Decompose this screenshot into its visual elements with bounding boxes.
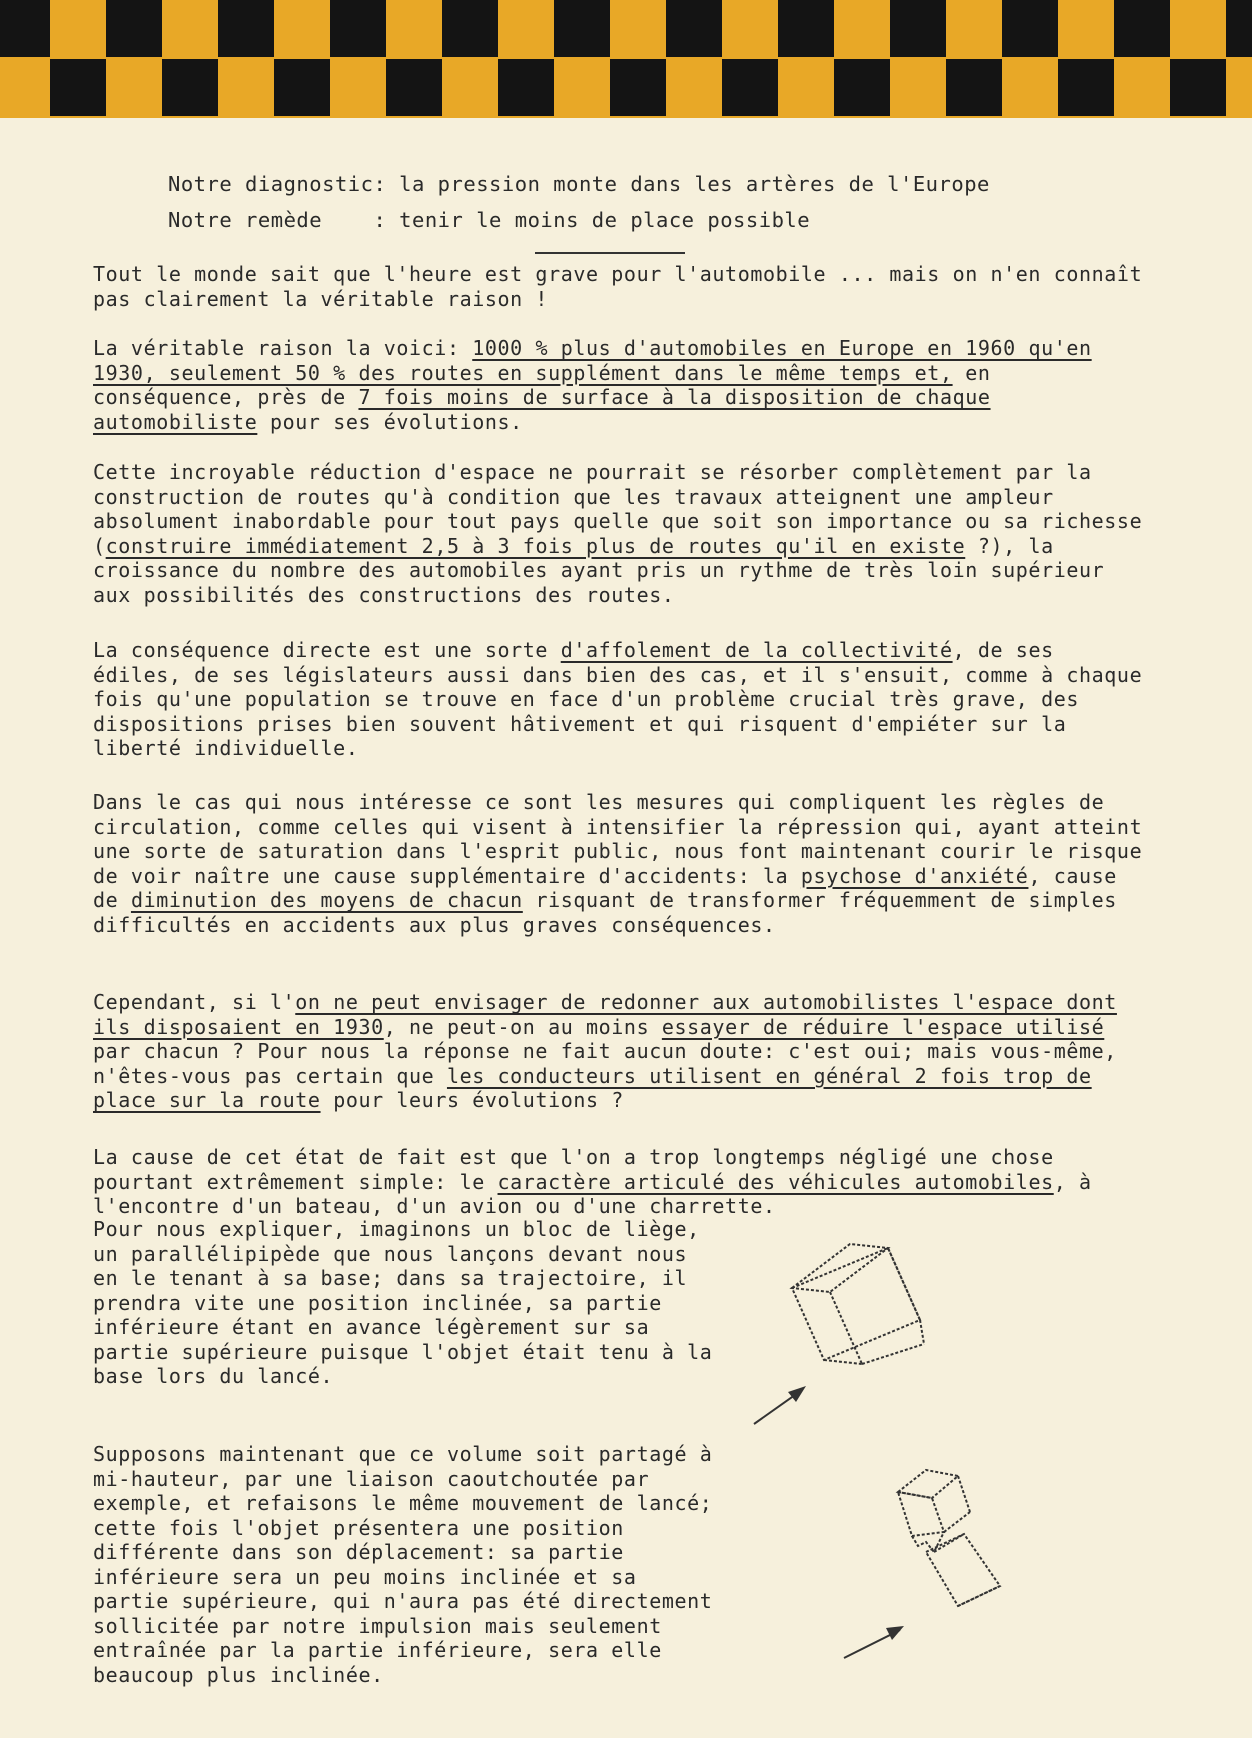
paragraph-3 bbox=[93, 460, 1143, 607]
header-remedy: Notre remède : tenir le moins de place possible bbox=[168, 208, 811, 232]
underlined-text: d'affolement de la collectivité bbox=[560, 638, 953, 662]
text-run: La véritable raison la voici: bbox=[93, 336, 473, 360]
header-diagnostic: Notre diagnostic: la pression monte dans les artères de l'Europe bbox=[168, 172, 990, 196]
underlined-text: on ne peut envisager de redonner aux automobilistes l'espace dont ils disposaient en 1930 bbox=[93, 990, 1117, 1039]
text-run: ?), la croissance du nombre des automobiles ayant pris un rythme de très loin supérieur aux possibilités des constructions des routes. bbox=[93, 533, 1105, 607]
underlined-text: essayer de réduire l'espace utilisé bbox=[661, 1014, 1105, 1039]
header-divider bbox=[535, 252, 685, 254]
text-run: risquant de transformer fréquemment de simples difficultés en accidents aux plus graves conséquences. bbox=[93, 888, 1117, 937]
underlined-text: caractère articulé des véhicules automobiles bbox=[497, 1169, 1054, 1194]
text-run: Tout le monde sait que l'heure est grave pour l'automobile ... mais on n'en connaît pas clairement la véritable raison ! bbox=[93, 262, 1143, 311]
articulated-block-with-arrow-icon bbox=[840, 1462, 1030, 1662]
text-run: , à l'encontre d'un bateau, d'un avion ou d'une charrette. bbox=[93, 1169, 1092, 1218]
text-run: Cependant, si l' bbox=[93, 990, 296, 1014]
paragraph-5 bbox=[93, 790, 1143, 937]
paragraph-9 bbox=[93, 1442, 713, 1687]
paragraph-2 bbox=[93, 336, 1143, 434]
underlined-text: psychose d'anxiété bbox=[800, 863, 1029, 888]
underlined-text: 1000 % plus d'automobiles en Europe en 1960 qu'en 1930, seulement 50 % des routes en supplément dans le même temps et, bbox=[93, 336, 1092, 385]
text-run: pour ses évolutions. bbox=[257, 409, 523, 434]
paragraph-1 bbox=[93, 262, 1143, 311]
text-run: , de ses édiles, de ses législateurs aussi dans bien des cas, et il s'ensuit, comme à chaque fois qu'une population se trouve en face d'un problème crucial très grave, des dispositions prises bien souvent hâtivement et qui risquent d'empiéter sur la liberté individuelle. bbox=[93, 638, 1143, 760]
text-run: Dans le cas qui nous intéresse ce sont les mesures qui compliquent les règles de circulation, comme celles qui visent à intensifier la répression qui, ayant atteint une sorte de saturation dans l'esprit public, nous font maintenant courir le risque de voir naître une cause supplémentaire d'accidents: la bbox=[93, 790, 1143, 888]
underlined-text: 7 fois moins de surface à la disposition de chaque automobiliste bbox=[93, 385, 991, 434]
text-run: Cette incroyable réduction d'espace ne pourrait se résorber complètement par la construction de routes qu'à condition que les travaux atteignent une ampleur absolument inabordable pour tout pays quelle que soit son importance ou sa richesse ( bbox=[93, 460, 1143, 558]
underlined-text: les conducteurs utilisent en général 2 fois trop de place sur la route bbox=[93, 1063, 1092, 1112]
text-run: Supposons maintenant que ce volume soit partagé à mi-hauteur, par une liaison caoutchoutée par exemple, et refaisons le même mouvement de lancé; cette fois l'objet présentera une position différente dans son déplacement: sa partie inférieure sera un peu moins inclinée et sa partie supérieure, qui n'aura pas été directement sollicitée par notre impulsion mais seulement entraînée par la partie inférieure, sera elle beaucoup plus inclinée. bbox=[93, 1442, 713, 1687]
underlined-text: construire immédiatement 2,5 à 3 fois plus de routes qu'il en existe bbox=[105, 533, 966, 558]
underlined-text: diminution des moyens de chacun bbox=[130, 888, 523, 912]
text-run: par chacun ? Pour nous la réponse ne fait aucun doute: c'est oui; mais vous-même, n'êtes-vous pas certain que bbox=[93, 1039, 1117, 1088]
text-run: , cause de bbox=[93, 863, 1117, 912]
text-run: La conséquence directe est une sorte bbox=[93, 638, 561, 662]
inclined-block-with-arrow-icon bbox=[740, 1230, 960, 1430]
text-run: Pour nous expliquer, imaginons un bloc de liège, un parallélipipède que nous lançons devant nous en le tenant à sa base; dans sa trajectoire, il prendra vite une position inclinée, sa partie inférieure étant en avance légèrement sur sa partie supérieure puisque l'objet était tenu à la base lors du lancé. bbox=[93, 1217, 713, 1388]
text-run: en conséquence, près de bbox=[93, 360, 991, 409]
paragraph-7 bbox=[93, 1145, 1143, 1219]
text-run: pour leurs évolutions ? bbox=[320, 1088, 624, 1112]
paragraph-6 bbox=[93, 990, 1143, 1113]
paragraph-8 bbox=[93, 1217, 713, 1389]
paragraph-4 bbox=[93, 638, 1143, 761]
text-run: La cause de cet état de fait est que l'on a trop longtemps négligé une chose pourtant extrêmement simple: le bbox=[93, 1145, 1054, 1194]
text-run: , ne peut-on au moins bbox=[383, 1014, 662, 1039]
